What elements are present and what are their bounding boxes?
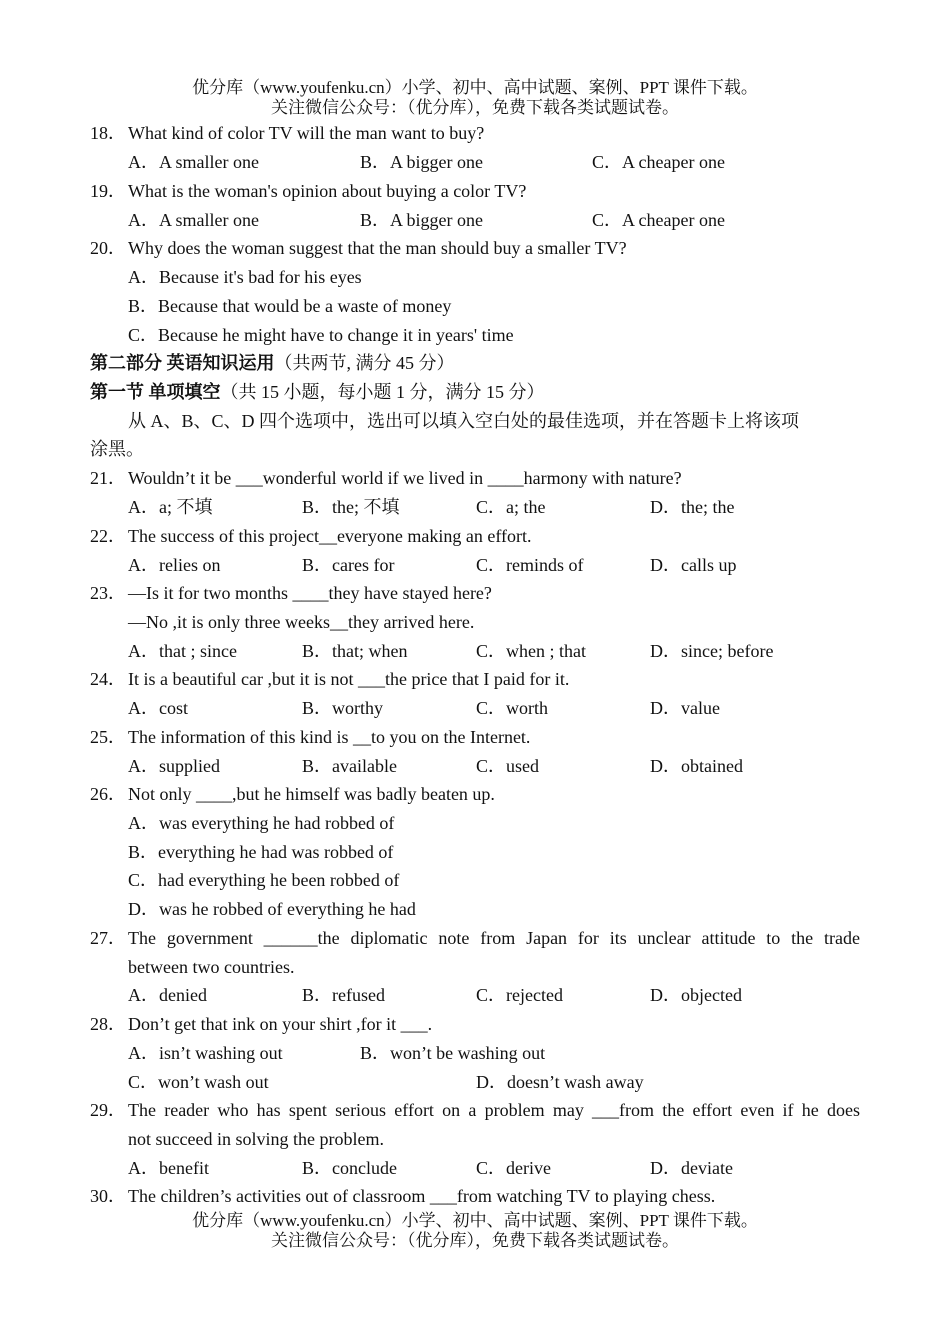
option-a: A．a; 不填 [128, 497, 213, 517]
option-c: C．derive [476, 1158, 551, 1178]
option-b: B．refused [302, 985, 385, 1005]
option-b: B．everything he had was robbed of [128, 842, 394, 862]
question-number: 25． [90, 727, 126, 747]
watermark-line-1: 优分库（www.youfenku.cn）小学、初中、高中试题、案例、PPT 课件下载。 [192, 78, 758, 97]
option-b: B．conclude [302, 1158, 397, 1178]
question-number: 22． [90, 526, 126, 546]
question-text: What is the woman's opinion about buying a color TV? [128, 181, 527, 201]
option-d: D．since; before [650, 641, 774, 661]
question-text: —Is it for two months ____they have stayed here? [128, 583, 492, 603]
option-a: A．benefit [128, 1158, 209, 1178]
option-c: C．A cheaper one [592, 210, 725, 230]
question-text-line-2: between two countries. [128, 957, 295, 977]
question-number: 19． [90, 181, 126, 201]
option-c: C．worth [476, 698, 548, 718]
option-a: A．isn’t washing out [128, 1043, 283, 1063]
option-a: A．cost [128, 698, 188, 718]
option-c: C．reminds of [476, 555, 584, 575]
footer-watermark-line-2: 关注微信公众号：（优分库），免费下载各类试题试卷。 [271, 1231, 679, 1250]
question-text: Not only ____,but he himself was badly beaten up. [128, 784, 495, 804]
option-b: B．won’t be washing out [360, 1043, 546, 1063]
option-c: C．had everything he been robbed of [128, 870, 400, 890]
option-b: B．worthy [302, 698, 383, 718]
option-d: D．the; the [650, 497, 735, 517]
option-b: B．A bigger one [360, 210, 483, 230]
option-d: D．doesn’t wash away [476, 1072, 644, 1092]
option-b: B．cares for [302, 555, 395, 575]
question-text: The reader who has spent serious effort on a problem may ___from the effort even if he does [128, 1100, 860, 1120]
question-text: What kind of color TV will the man want to buy? [128, 123, 485, 143]
option-b: B．that; when [302, 641, 408, 661]
option-d: D．obtained [650, 756, 743, 776]
option-c: C．won’t wash out [128, 1072, 269, 1092]
question-text: It is a beautiful car ,but it is not ___the price that I paid for it. [128, 669, 570, 689]
question-number: 30． [90, 1186, 126, 1206]
option-b: B．A bigger one [360, 152, 483, 172]
option-d: D．objected [650, 985, 742, 1005]
option-a: A．A smaller one [128, 152, 259, 172]
option-b: B．Because that would be a waste of money [128, 296, 452, 316]
question-text: Wouldn’t it be ___wonderful world if we lived in ____harmony with nature? [128, 468, 682, 488]
option-b: B．available [302, 756, 397, 776]
instruction-line-2: 涂黑。 [90, 439, 144, 459]
question-number: 28． [90, 1014, 126, 1034]
watermark-line-2: 关注微信公众号：（优分库），免费下载各类试题试卷。 [271, 98, 679, 117]
part-2-note: （共两节, 满分 45 分） [274, 353, 455, 373]
section-1-note: （共 15 小题，每小题 1 分，满分 15 分） [220, 382, 545, 402]
option-c: C．when ; that [476, 641, 586, 661]
question-text: The success of this project__everyone making an effort. [128, 526, 532, 546]
instruction-line-1: 从 A、B、C、D 四个选项中，选出可以填入空白处的最佳选项，并在答题卡上将该项 [128, 411, 800, 431]
option-a: A．supplied [128, 756, 220, 776]
footer-watermark-line-1: 优分库（www.youfenku.cn）小学、初中、高中试题、案例、PPT 课件下载。 [192, 1211, 758, 1230]
option-a: A．relies on [128, 555, 221, 575]
part-2-heading [90, 351, 455, 375]
option-a: A．that ; since [128, 641, 237, 661]
question-number: 18． [90, 123, 126, 143]
question-text: The government ______the diplomatic note from Japan for its unclear attitude to the trade [128, 928, 860, 948]
question-number: 21． [90, 468, 126, 488]
option-a: A．A smaller one [128, 210, 259, 230]
question-text: Don’t get that ink on your shirt ,for it ___. [128, 1014, 433, 1034]
option-d: D．value [650, 698, 720, 718]
option-c: C．rejected [476, 985, 563, 1005]
section-1-heading [90, 380, 545, 404]
option-c: C．Because he might have to change it in years' time [128, 325, 514, 345]
option-d: D．deviate [650, 1158, 733, 1178]
question-number: 24． [90, 669, 126, 689]
option-d: D．was he robbed of everything he had [128, 899, 416, 919]
option-d: D．calls up [650, 555, 737, 575]
option-c: C．used [476, 756, 539, 776]
question-number: 20． [90, 238, 126, 258]
option-a: A．Because it's bad for his eyes [128, 267, 362, 287]
option-b: B．the; 不填 [302, 497, 400, 517]
question-text-line-2: not succeed in solving the problem. [128, 1129, 384, 1149]
question-number: 27． [90, 928, 126, 948]
question-text: The information of this kind is __to you on the Internet. [128, 727, 531, 747]
option-c: C．A cheaper one [592, 152, 725, 172]
option-c: C．a; the [476, 497, 546, 517]
option-a: A．denied [128, 985, 207, 1005]
option-a: A．was everything he had robbed of [128, 813, 395, 833]
question-text: Why does the woman suggest that the man should buy a smaller TV? [128, 238, 627, 258]
question-number: 23． [90, 583, 126, 603]
section-1-title: 第一节 单项填空 [90, 382, 221, 402]
question-number: 26． [90, 784, 126, 804]
question-text: The children’s activities out of classroom ___from watching TV to playing chess. [128, 1186, 716, 1206]
part-2-title: 第二部分 英语知识运用 [90, 353, 275, 373]
question-text-line-2: —No ,it is only three weeks__they arrived here. [128, 612, 475, 632]
question-number: 29． [90, 1100, 126, 1120]
